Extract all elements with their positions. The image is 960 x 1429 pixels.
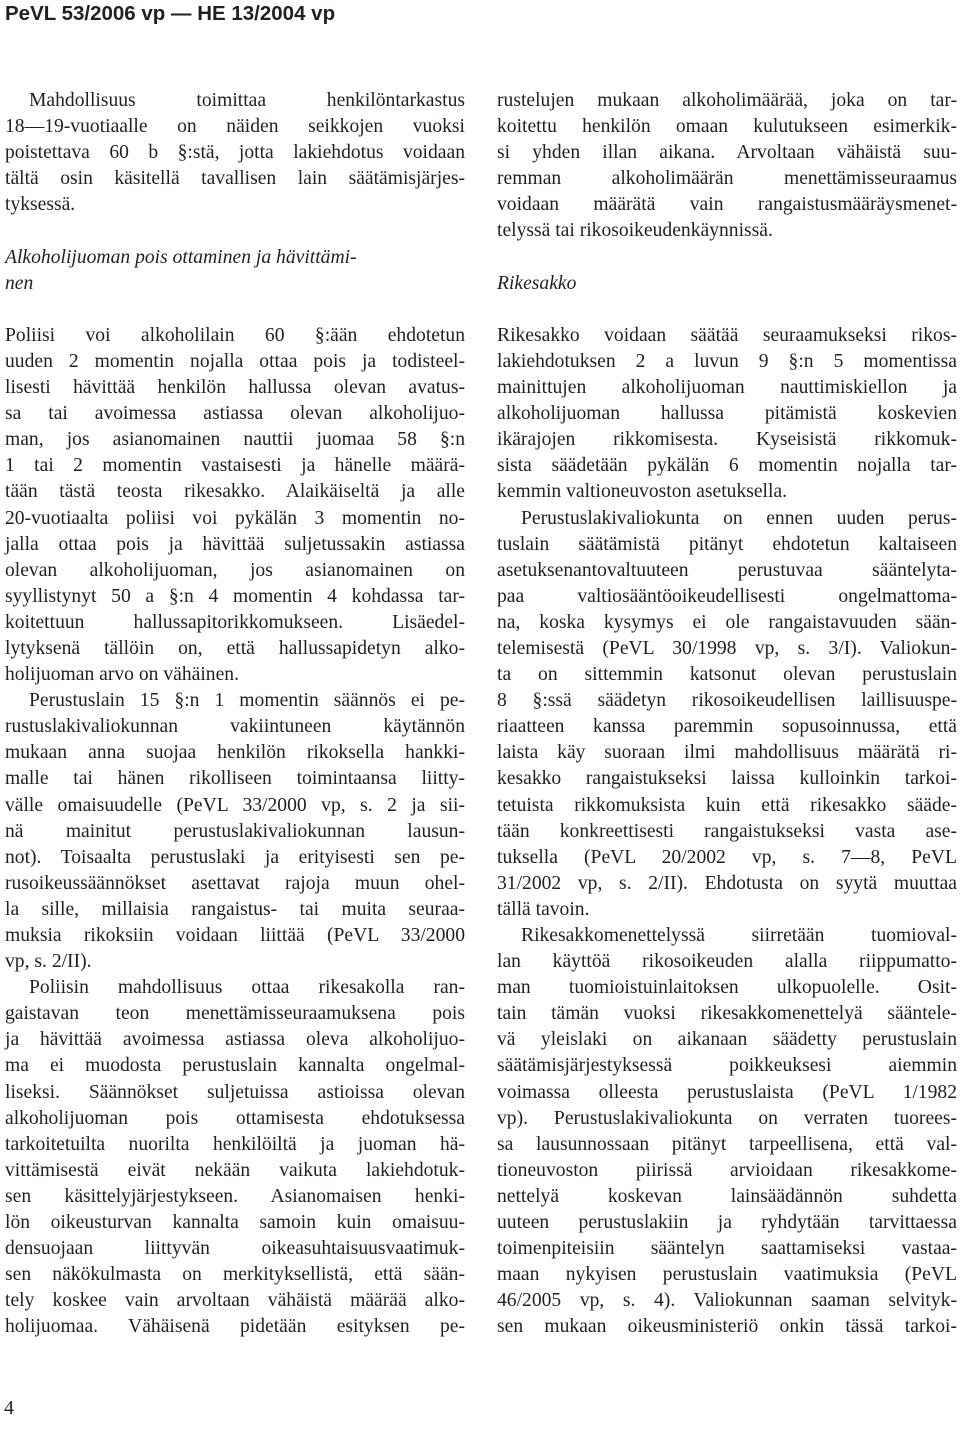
text-line: vp). Perustuslakivaliokunta on verraten tuorees- xyxy=(497,1107,957,1129)
text-line: vä yleislaki on aikanaan säädetty perustuslain xyxy=(497,1029,957,1051)
text-line: sen käsittelyjärjestykseen. Asianomaisen henki- xyxy=(5,1185,465,1207)
text-line: alkoholijuoman hallussa pitämistä koskevien xyxy=(497,403,957,425)
text-line: holijuoman arvo on vähäinen. xyxy=(5,664,239,686)
text-line: tarkoitetuilta nuorilta henkilöiltä ja juoman hä- xyxy=(5,1133,465,1155)
text-line: lytyksenä tällöin on, että hallussapidetyn alko- xyxy=(5,637,465,659)
text-line: ma ei muodosta perustuslain kannalta ongelmal- xyxy=(5,1055,465,1077)
text-line: Perustuslakivaliokunta on ennen uuden perus- xyxy=(521,507,957,529)
text-line: gaistavan teon menettämisseuraamuksena pois xyxy=(5,1003,465,1025)
text-line: rustuslakivaliokunnan vakiintuneen käytännön xyxy=(5,716,465,738)
text-line: mukaan anna suojaa henkilön rikoksella hankki- xyxy=(5,742,465,764)
text-line: tely koskee vain arvoltaan vähäistä määrää alko- xyxy=(5,1290,465,1312)
text-line: holijuomaa. Vähäisenä pidetään esityksen pe- xyxy=(5,1316,465,1338)
text-line: Rikesakko voidaan säätää seuraamukseksi rikos- xyxy=(497,324,957,346)
text-line: säätämisjärjestyksessä poikkeuksesi aiemmin xyxy=(497,1055,957,1077)
text-line: 18—19-vuotiaalle on näiden seikkojen vuoksi xyxy=(5,116,465,138)
text-line: koitettu henkilön omaan kulutukseen esimerkik- xyxy=(497,116,957,138)
text-line: ta on sittemmin katsonut olevan perustuslain xyxy=(497,664,957,686)
text-line: Poliisin mahdollisuus ottaa rikesakolla ran- xyxy=(29,977,465,999)
text-line: muksia rikoksiin voidaan liittää (PeVL 33/2000 xyxy=(5,925,465,946)
text-line: tyksessä. xyxy=(5,194,76,216)
text-line: sa tai avoimessa astiassa olevan alkoholijuo- xyxy=(5,403,465,425)
text-line: sista säädetään pykälän 6 momentin nojalla tar- xyxy=(497,455,957,477)
text-line: mainittujen alkoholijuoman nauttimiskiellon ja xyxy=(497,377,957,399)
text-line: vittämisestä eivät nekään vaikuta lakiehdotuk- xyxy=(5,1159,465,1181)
text-line: uuden 2 momentin nojalla ottaa pois ja todisteel- xyxy=(5,350,465,372)
text-line: maan nykyisen perustuslain vaatimuksia (PeVL xyxy=(497,1264,957,1286)
text-line: man, jos asianomainen nauttii juomaa 58 §:n xyxy=(5,429,465,451)
text-line: tällä tavoin. xyxy=(497,898,590,920)
text-line: alkoholijuoman pois ottamisesta ehdotuksessa xyxy=(5,1107,465,1129)
text-line: malle tai hänen rikolliseen toimintaansa liitty- xyxy=(5,768,465,790)
left-text-column xyxy=(5,88,465,1341)
text-line: liseksi. Säännökset suljetuissa astioissa olevan xyxy=(5,1081,465,1103)
text-line: sen näkökulmasta on merkityksellistä, että sään- xyxy=(5,1264,465,1286)
text-line: tään konkreettisesti rangaistukseksi vasta ase- xyxy=(497,820,957,842)
text-line: välle omaisuudelle (PeVL 33/2000 vp, s. 2 ja sii- xyxy=(5,794,465,816)
text-line: voimassa olleesta perustuslaista (PeVL 1/1982 xyxy=(497,1081,957,1103)
text-line: sen mukaan oikeusministeriö onkin tässä tarkoi- xyxy=(497,1316,957,1338)
text-line: syyllistynyt 50 a §:n 4 momentin 4 kohdassa tar- xyxy=(5,585,465,607)
section-heading-line: Alkoholijuoman pois ottaminen ja hävittämi- xyxy=(5,246,357,268)
text-line: Poliisi voi alkoholilain 60 §:ään ehdotetun xyxy=(5,324,465,346)
text-line: vp, s. 2/II). xyxy=(5,951,92,973)
text-line: telyssä tai rikosoikeudenkäynnissä. xyxy=(497,220,773,242)
text-line: nettelyä koskevan lainsäädännön suhdetta xyxy=(497,1185,957,1207)
text-line: paa valtiosääntöoikeudellisesti ongelmattoma- xyxy=(497,585,957,607)
text-line: tuksella (PeVL 20/2002 vp, s. 7—8, PeVL xyxy=(497,846,957,868)
page-number: 4 xyxy=(4,1397,14,1419)
text-line: laista käy suoraan ilmi mahdollisuus määrätä ri- xyxy=(497,742,957,764)
section-heading-line: nen xyxy=(5,272,34,294)
text-line: kemmin valtioneuvoston asetuksella. xyxy=(497,481,788,503)
text-line: lisesti hävittää henkilön hallussa olevan avatus- xyxy=(5,377,465,399)
text-line: 31/2002 vp, s. 2/II). Ehdotusta on syytä muuttaa xyxy=(497,872,957,894)
text-line: Mahdollisuus toimittaa henkilöntarkastus xyxy=(29,90,465,111)
text-line: lan käyttöä rikosoikeuden alalla riippumatto- xyxy=(497,951,957,973)
text-line: koitettuun hallussapitorikkomukseen. Lisäedel- xyxy=(5,611,465,633)
text-line: ja hävittää avoimessa astiassa oleva alkoholijuo- xyxy=(5,1029,465,1051)
text-line: tetuista rikkomuksista kuin että rikesakko sääde- xyxy=(497,794,957,816)
text-line: 46/2005 vp, s. 4). Valiokunnan saaman selvityk- xyxy=(497,1290,957,1312)
text-line: sa lausunnossaan pitänyt tarpeellisena, että val- xyxy=(497,1133,957,1155)
text-line: asetuksenantovaltuuteen perustuvaa sääntelyta- xyxy=(497,559,957,581)
text-line: riaatteen kanssa paremmin sopusoinnussa, että xyxy=(497,716,957,738)
text-line: densuojaan liittyvän oikeasuhtaisuusvaatimuk- xyxy=(5,1238,465,1260)
text-line: na, koska kysymys ei ole rangaistavuuden sään- xyxy=(497,611,957,633)
text-line: tuslain säätämistä pitänyt ehdotetun kaltaiseen xyxy=(497,533,957,555)
text-line: lön oikeusturvan kannalta samoin kuin omaisuu- xyxy=(5,1212,465,1234)
text-line: tioneuvoston piirissä arvioidaan rikesakkome- xyxy=(497,1159,957,1181)
text-line: tältä osin käsitellä tavallisen lain säätämisjärjes- xyxy=(5,168,465,190)
text-line: si yhden illan aikana. Arvoltaan vähäistä suu- xyxy=(497,142,957,164)
text-line: toimenpiteisiin sääntelyn saattamiseksi vastaa- xyxy=(497,1238,957,1260)
text-line: 20-vuotiaalta poliisi voi pykälän 3 momentin no- xyxy=(5,507,465,529)
text-line: lakiehdotuksen 2 a luvun 9 §:n 5 momentissa xyxy=(497,350,957,372)
text-line: uuteen perustuslakiin ja ryhdytään tarvittaessa xyxy=(497,1212,957,1234)
text-line: not). Toisaalta perustuslaki ja erityisesti sen pe- xyxy=(5,846,465,868)
text-line: remman alkoholimäärän menettämisseuraamus xyxy=(497,168,957,190)
text-line: la sille, millaisia rangaistus- tai muita seuraa- xyxy=(5,898,465,920)
text-line: voidaan määrätä vain rangaistusmääräysmenet- xyxy=(497,194,957,216)
text-line: olevan alkoholijuoman, jos asianomainen on xyxy=(5,559,465,581)
text-line: rustelujen mukaan alkoholimäärää, joka on tar- xyxy=(497,90,957,111)
text-line: jalla ottaa pois ja hävittää suljetussakin astiassa xyxy=(5,533,465,555)
text-line: telemisestä (PeVL 30/1998 vp, s. 3/I). Valiokun- xyxy=(497,637,957,659)
right-text-column xyxy=(497,88,957,1341)
text-line: rusoikeussäännökset asettavat rajoja muun ohel- xyxy=(5,872,465,894)
text-line: Rikesakkomenettelyssä siirretään tuomioval- xyxy=(521,925,957,946)
section-heading-line: Rikesakko xyxy=(497,272,577,294)
text-line: man tuomioistuinlaitoksen ulkopuolelle. Osit- xyxy=(497,977,957,999)
text-line: 1 tai 2 momentin vastaisesti ja hänelle määrä- xyxy=(5,455,465,477)
text-line: Perustuslain 15 §:n 1 momentin säännös ei pe- xyxy=(29,690,465,712)
text-line: poistettava 60 b §:stä, jotta lakiehdotus voidaan xyxy=(5,142,465,164)
text-line: nä mainitut perustuslakivaliokunnan lausun- xyxy=(5,820,465,842)
text-line: tään tästä teosta rikesakko. Alaikäiseltä ja alle xyxy=(5,481,465,503)
text-line: kesakko rangaistukseksi laissa kulloinkin tarkoi- xyxy=(497,768,957,790)
running-header: PeVL 53/2006 vp — HE 13/2004 vp xyxy=(5,2,336,25)
text-line: tain tämän vuoksi rikesakkomenettelyä sääntele- xyxy=(497,1003,957,1025)
text-line: ikärajojen rikkomisesta. Kyseisistä rikkomuk- xyxy=(497,429,957,451)
text-line: 8 §:ssä säädetyn rikosoikeudellisen laillisuuspe- xyxy=(497,690,957,712)
